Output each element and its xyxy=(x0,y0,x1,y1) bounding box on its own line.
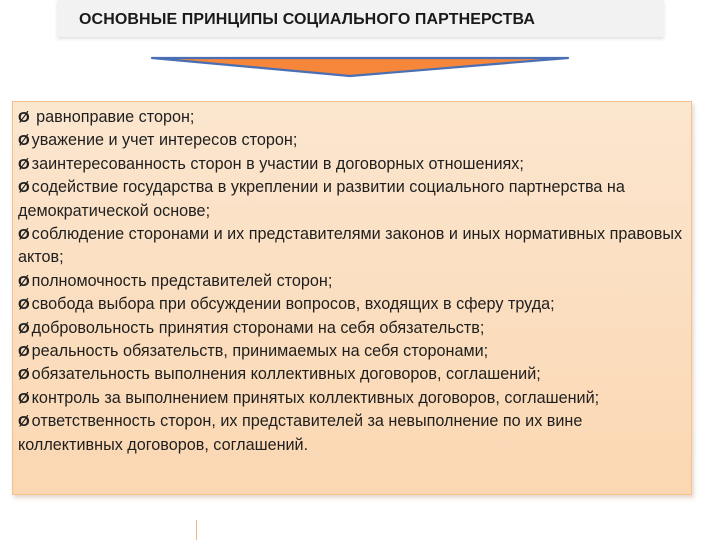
principle-item xyxy=(18,293,690,316)
arrow-bullet-icon: Ø xyxy=(18,226,30,244)
principle-item xyxy=(18,176,690,223)
down-arrow-icon xyxy=(150,52,570,78)
principle-item xyxy=(18,129,690,152)
principle-text: обязательность выполнения коллективных договоров, соглашений; xyxy=(31,365,541,384)
arrow-bullet-icon: Ø xyxy=(18,319,30,337)
principle-item xyxy=(18,106,690,129)
arrow-bullet-icon: Ø xyxy=(18,366,30,384)
principle-item xyxy=(18,340,690,363)
principle-item xyxy=(18,317,690,340)
arrow-bullet-icon: Ø xyxy=(18,389,30,407)
arrow-bullet-icon: Ø xyxy=(18,155,30,173)
principle-text: свобода выбора при обсуждении вопросов, входящих в сферу труда; xyxy=(31,295,555,314)
principle-text: заинтересованность сторон в участии в договорных отношениях; xyxy=(31,154,524,173)
principle-text: уважение и учет интересов сторон; xyxy=(31,131,298,150)
arrow-bullet-icon: Ø xyxy=(18,179,30,197)
title-banner xyxy=(57,0,664,37)
principle-item xyxy=(18,410,690,457)
principle-text: добровольность принятия сторонами на себя обязательств; xyxy=(31,318,485,337)
arrow-bullet-icon: Ø xyxy=(18,132,30,150)
principle-text: полномочность представителей сторон; xyxy=(31,271,333,290)
principle-item xyxy=(18,270,690,293)
principle-text: содействие государства в укреплении и развитии социального партнерства на демократической основе; xyxy=(18,178,625,220)
arrow-bullet-icon: Ø xyxy=(18,296,30,314)
arrow-bullet-icon: Ø xyxy=(18,343,30,361)
arrow-bullet-icon: Ø xyxy=(18,272,30,290)
principle-text: реальность обязательств, принимаемых на себя сторонами; xyxy=(31,342,489,361)
principle-item xyxy=(18,363,690,386)
principles-list xyxy=(18,106,690,457)
principle-text: равноправие сторон; xyxy=(31,108,195,126)
principles-panel xyxy=(12,101,692,495)
principle-item xyxy=(18,387,690,410)
arrow-bullet-icon: Ø xyxy=(18,109,30,126)
panel-divider xyxy=(196,520,197,540)
arrow-bullet-icon: Ø xyxy=(18,413,30,431)
principle-text: соблюдение сторонами и их представителями законов и иных нормативных правовых актов; xyxy=(18,225,683,267)
principle-item xyxy=(18,223,690,270)
slide-title: ОСНОВНЫЕ ПРИНЦИПЫ СОЦИАЛЬНОГО ПАРТНЕРСТВА xyxy=(79,11,536,28)
principle-text: ответственность сторон, их представителей за невыполнение по их вине коллективных договоров, соглашений. xyxy=(18,412,583,454)
principle-text: контроль за выполнением принятых коллективных договоров, соглашений; xyxy=(31,388,600,407)
principle-item xyxy=(18,153,690,176)
